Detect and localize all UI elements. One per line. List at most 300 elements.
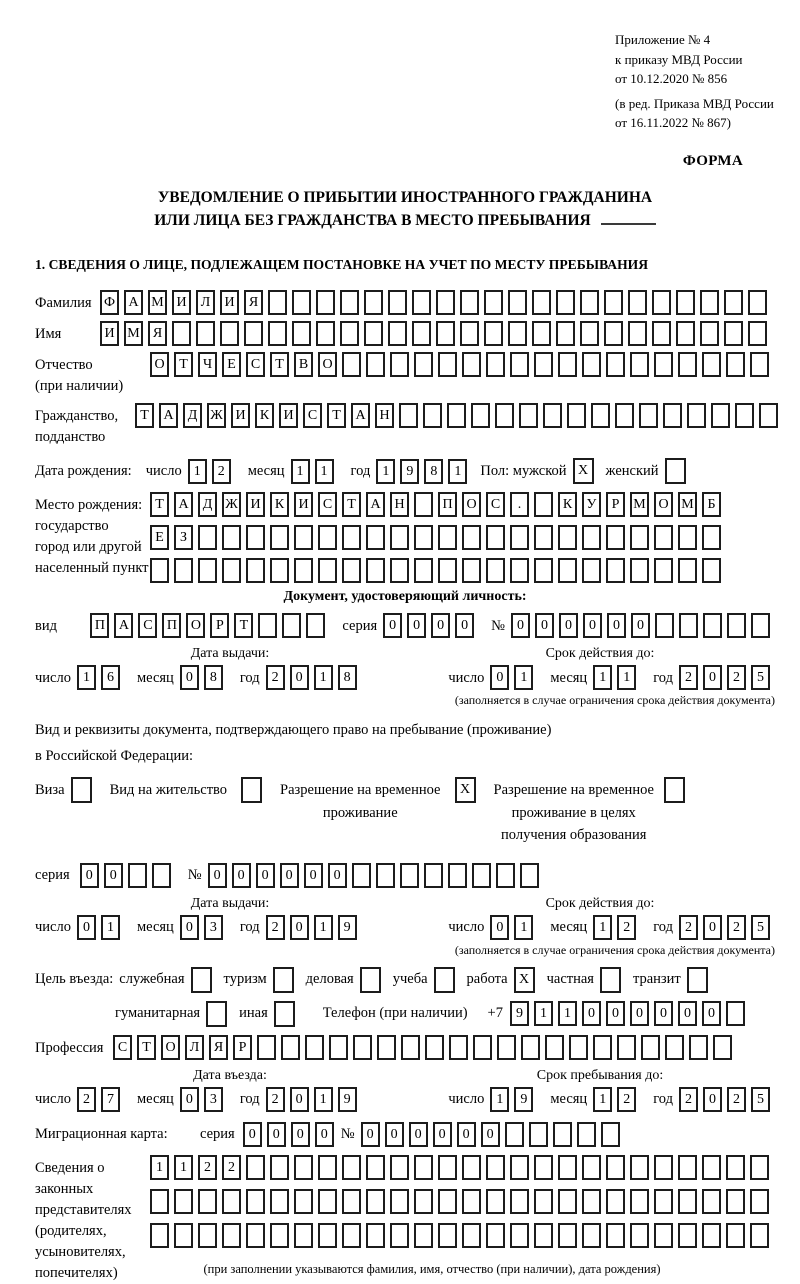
cell[interactable] <box>486 1223 505 1248</box>
cell[interactable]: У <box>582 492 601 517</box>
cell[interactable] <box>750 1223 769 1248</box>
cell[interactable] <box>316 321 335 346</box>
cell[interactable]: 0 <box>490 665 509 690</box>
cell[interactable]: С <box>303 403 322 428</box>
cell[interactable] <box>508 321 527 346</box>
cell[interactable]: 0 <box>535 613 554 638</box>
surname-cells[interactable] <box>100 290 772 315</box>
cell[interactable] <box>558 558 577 583</box>
cell[interactable] <box>399 403 418 428</box>
entry-year[interactable] <box>266 1087 362 1112</box>
cell[interactable]: 0 <box>703 665 722 690</box>
cell[interactable]: 0 <box>703 915 722 940</box>
doc-expiry-year[interactable] <box>679 665 775 690</box>
purpose-transit-checkbox[interactable] <box>687 967 708 993</box>
cell[interactable] <box>294 525 313 550</box>
cell[interactable] <box>423 403 442 428</box>
cell[interactable]: 0 <box>433 1122 452 1147</box>
cell[interactable] <box>678 1223 697 1248</box>
cell[interactable]: 0 <box>511 613 530 638</box>
cell[interactable]: 7 <box>101 1087 120 1112</box>
permit-number-cells[interactable] <box>208 863 544 888</box>
cell[interactable] <box>726 1223 745 1248</box>
cell[interactable] <box>703 613 722 638</box>
cell[interactable]: П <box>90 613 109 638</box>
cell[interactable]: 2 <box>727 665 746 690</box>
cell[interactable]: С <box>113 1035 132 1060</box>
cell[interactable]: Ж <box>207 403 226 428</box>
cell[interactable] <box>318 558 337 583</box>
cell[interactable]: Н <box>390 492 409 517</box>
cell[interactable]: 9 <box>510 1001 529 1026</box>
cell[interactable] <box>220 321 239 346</box>
cell[interactable]: О <box>318 352 337 377</box>
cell[interactable]: Р <box>606 492 625 517</box>
cell[interactable]: М <box>678 492 697 517</box>
birthplace-cells-3[interactable] <box>150 558 726 583</box>
cell[interactable]: С <box>318 492 337 517</box>
cell[interactable] <box>174 1223 193 1248</box>
cell[interactable] <box>412 321 431 346</box>
cell[interactable] <box>580 290 599 315</box>
visa-checkbox[interactable] <box>71 777 92 803</box>
cell[interactable]: М <box>148 290 167 315</box>
cell[interactable]: 0 <box>409 1122 428 1147</box>
profession-cells[interactable] <box>113 1035 737 1060</box>
cell[interactable]: 0 <box>208 863 227 888</box>
cell[interactable]: П <box>438 492 457 517</box>
cell[interactable] <box>414 1155 433 1180</box>
cell[interactable] <box>366 352 385 377</box>
cell[interactable]: 1 <box>558 1001 577 1026</box>
cell[interactable] <box>652 321 671 346</box>
cell[interactable] <box>342 352 361 377</box>
cell[interactable] <box>534 1223 553 1248</box>
cell[interactable] <box>390 1155 409 1180</box>
purpose-tourism-checkbox[interactable] <box>273 967 294 993</box>
cell[interactable]: П <box>162 613 181 638</box>
cell[interactable] <box>654 558 673 583</box>
cell[interactable]: 0 <box>559 613 578 638</box>
cell[interactable] <box>702 1155 721 1180</box>
cell[interactable]: Д <box>183 403 202 428</box>
cell[interactable] <box>724 321 743 346</box>
cell[interactable]: 5 <box>751 665 770 690</box>
cell[interactable] <box>726 1001 745 1026</box>
cell[interactable]: 1 <box>101 915 120 940</box>
cell[interactable]: 0 <box>180 665 199 690</box>
cell[interactable]: И <box>231 403 250 428</box>
cell[interactable]: С <box>246 352 265 377</box>
cell[interactable] <box>414 558 433 583</box>
cell[interactable] <box>174 558 193 583</box>
cell[interactable] <box>654 1155 673 1180</box>
cell[interactable]: О <box>161 1035 180 1060</box>
cell[interactable] <box>545 1035 564 1060</box>
cell[interactable]: 1 <box>534 1001 553 1026</box>
cell[interactable]: Д <box>198 492 217 517</box>
cell[interactable]: 9 <box>338 1087 357 1112</box>
temp-residence-checkbox[interactable] <box>455 777 476 803</box>
cell[interactable]: 2 <box>266 915 285 940</box>
birth-day-cells[interactable] <box>188 459 236 484</box>
cell[interactable] <box>759 403 778 428</box>
cell[interactable] <box>750 1155 769 1180</box>
cell[interactable] <box>377 1035 396 1060</box>
cell[interactable] <box>364 321 383 346</box>
permit-series-cells[interactable] <box>80 863 176 888</box>
cell[interactable] <box>71 777 92 803</box>
cell[interactable] <box>727 613 746 638</box>
cell[interactable]: А <box>351 403 370 428</box>
cell[interactable] <box>582 525 601 550</box>
cell[interactable]: А <box>124 290 143 315</box>
representatives-cells-1[interactable] <box>150 1155 774 1180</box>
cell[interactable]: Т <box>150 492 169 517</box>
cell[interactable] <box>556 321 575 346</box>
cell[interactable]: 1 <box>291 459 310 484</box>
cell[interactable] <box>462 1223 481 1248</box>
cell[interactable] <box>655 613 674 638</box>
cell[interactable]: И <box>220 290 239 315</box>
cell[interactable]: И <box>246 492 265 517</box>
cell[interactable] <box>316 290 335 315</box>
purpose-humanitarian-checkbox[interactable] <box>206 1001 227 1027</box>
cell[interactable]: 2 <box>679 915 698 940</box>
cell[interactable] <box>678 352 697 377</box>
cell[interactable]: 2 <box>77 1087 96 1112</box>
doc-expiry-day[interactable] <box>490 665 538 690</box>
cell[interactable]: . <box>510 492 529 517</box>
cell[interactable] <box>567 403 586 428</box>
cell[interactable] <box>366 525 385 550</box>
cell[interactable]: С <box>486 492 505 517</box>
cell[interactable] <box>342 1189 361 1214</box>
cell[interactable] <box>687 403 706 428</box>
cell[interactable]: О <box>462 492 481 517</box>
cell[interactable] <box>654 352 673 377</box>
cell[interactable] <box>241 777 262 803</box>
cell[interactable]: 9 <box>400 459 419 484</box>
doc-issue-day[interactable] <box>77 665 125 690</box>
cell[interactable] <box>532 290 551 315</box>
cell[interactable] <box>630 1223 649 1248</box>
cell[interactable] <box>366 1189 385 1214</box>
cell[interactable] <box>390 558 409 583</box>
cell[interactable] <box>438 352 457 377</box>
cell[interactable] <box>486 558 505 583</box>
cell[interactable] <box>390 1189 409 1214</box>
cell[interactable] <box>700 321 719 346</box>
cell[interactable] <box>495 403 514 428</box>
cell[interactable]: 1 <box>593 915 612 940</box>
cell[interactable]: 2 <box>617 1087 636 1112</box>
cell[interactable]: 1 <box>490 1087 509 1112</box>
cell[interactable]: 1 <box>376 459 395 484</box>
cell[interactable] <box>258 613 277 638</box>
cell[interactable] <box>462 558 481 583</box>
cell[interactable] <box>726 1155 745 1180</box>
cell[interactable]: И <box>172 290 191 315</box>
cell[interactable]: 0 <box>180 915 199 940</box>
cell[interactable] <box>268 290 287 315</box>
cell[interactable]: 0 <box>232 863 251 888</box>
cell[interactable]: М <box>124 321 143 346</box>
stay-until-day[interactable] <box>490 1087 538 1112</box>
migration-series-cells[interactable] <box>243 1122 339 1147</box>
cell[interactable] <box>292 321 311 346</box>
cell[interactable] <box>577 1122 596 1147</box>
cell[interactable]: 0 <box>180 1087 199 1112</box>
cell[interactable] <box>206 1001 227 1027</box>
male-checkbox[interactable] <box>573 458 594 484</box>
cell[interactable] <box>342 558 361 583</box>
cell[interactable] <box>462 1155 481 1180</box>
cell[interactable] <box>628 321 647 346</box>
cell[interactable] <box>198 1189 217 1214</box>
cell[interactable]: Н <box>375 403 394 428</box>
cell[interactable] <box>390 525 409 550</box>
cell[interactable] <box>606 558 625 583</box>
cell[interactable]: 0 <box>607 613 626 638</box>
cell[interactable] <box>438 558 457 583</box>
cell[interactable]: Я <box>148 321 167 346</box>
cell[interactable] <box>664 777 685 803</box>
cell[interactable]: 3 <box>204 1087 223 1112</box>
cell[interactable]: Т <box>270 352 289 377</box>
cell[interactable] <box>460 290 479 315</box>
cell[interactable] <box>484 321 503 346</box>
cell[interactable] <box>750 352 769 377</box>
cell[interactable] <box>606 525 625 550</box>
cell[interactable]: 0 <box>290 915 309 940</box>
cell[interactable] <box>306 613 325 638</box>
cell[interactable] <box>510 352 529 377</box>
cell[interactable] <box>652 290 671 315</box>
cell[interactable] <box>150 558 169 583</box>
cell[interactable] <box>679 613 698 638</box>
cell[interactable] <box>486 525 505 550</box>
cell[interactable] <box>508 290 527 315</box>
cell[interactable] <box>472 863 491 888</box>
cell[interactable] <box>606 1223 625 1248</box>
cell[interactable] <box>425 1035 444 1060</box>
cell[interactable] <box>678 558 697 583</box>
cell[interactable] <box>198 1223 217 1248</box>
cell[interactable]: 2 <box>222 1155 241 1180</box>
cell[interactable] <box>412 290 431 315</box>
purpose-work-checkbox[interactable] <box>514 967 535 993</box>
cell[interactable] <box>342 1155 361 1180</box>
cell[interactable] <box>434 967 455 993</box>
cell[interactable] <box>438 1189 457 1214</box>
cell[interactable]: 0 <box>315 1122 334 1147</box>
cell[interactable] <box>340 290 359 315</box>
cell[interactable] <box>529 1122 548 1147</box>
cell[interactable]: 0 <box>280 863 299 888</box>
cell[interactable] <box>268 321 287 346</box>
cell[interactable] <box>448 863 467 888</box>
cell[interactable] <box>294 1155 313 1180</box>
doc-number-cells[interactable] <box>511 613 775 638</box>
cell[interactable] <box>496 863 515 888</box>
cell[interactable] <box>366 1155 385 1180</box>
cell[interactable] <box>654 525 673 550</box>
cell[interactable]: 1 <box>77 665 96 690</box>
permit-issue-month[interactable] <box>180 915 228 940</box>
cell[interactable]: 2 <box>727 915 746 940</box>
migration-number-cells[interactable] <box>361 1122 625 1147</box>
cell[interactable] <box>414 492 433 517</box>
cell[interactable] <box>678 1189 697 1214</box>
cell[interactable]: 9 <box>338 915 357 940</box>
cell[interactable] <box>558 352 577 377</box>
cell[interactable] <box>726 352 745 377</box>
cell[interactable] <box>676 290 695 315</box>
cell[interactable]: 0 <box>702 1001 721 1026</box>
cell[interactable]: 2 <box>679 1087 698 1112</box>
stay-until-year[interactable] <box>679 1087 775 1112</box>
cell[interactable]: З <box>174 525 193 550</box>
cell[interactable] <box>678 525 697 550</box>
cell[interactable]: 8 <box>338 665 357 690</box>
cell[interactable]: 8 <box>424 459 443 484</box>
cell[interactable]: И <box>100 321 119 346</box>
cell[interactable]: 0 <box>104 863 123 888</box>
cell[interactable]: Т <box>174 352 193 377</box>
cell[interactable] <box>246 1189 265 1214</box>
cell[interactable] <box>558 1189 577 1214</box>
cell[interactable] <box>366 1223 385 1248</box>
cell[interactable] <box>462 1189 481 1214</box>
cell[interactable] <box>601 1122 620 1147</box>
cell[interactable] <box>676 321 695 346</box>
cell[interactable] <box>711 403 730 428</box>
cell[interactable]: 0 <box>606 1001 625 1026</box>
cell[interactable]: 0 <box>455 613 474 638</box>
cell[interactable] <box>438 1223 457 1248</box>
cell[interactable] <box>305 1035 324 1060</box>
cell[interactable] <box>748 321 767 346</box>
cell[interactable]: А <box>159 403 178 428</box>
cell[interactable] <box>606 1155 625 1180</box>
cell[interactable]: X <box>573 458 594 484</box>
cell[interactable]: 2 <box>727 1087 746 1112</box>
firstname-cells[interactable] <box>100 321 772 346</box>
cell[interactable]: 1 <box>174 1155 193 1180</box>
cell[interactable] <box>294 1189 313 1214</box>
cell[interactable]: 1 <box>617 665 636 690</box>
cell[interactable]: 0 <box>431 613 450 638</box>
cell[interactable]: Ч <box>198 352 217 377</box>
cell[interactable] <box>222 558 241 583</box>
cell[interactable] <box>473 1035 492 1060</box>
temp-residence-edu-checkbox[interactable] <box>664 777 685 803</box>
doc-series-cells[interactable] <box>383 613 479 638</box>
cell[interactable] <box>604 321 623 346</box>
purpose-official-checkbox[interactable] <box>191 967 212 993</box>
cell[interactable] <box>558 1223 577 1248</box>
cell[interactable] <box>750 1189 769 1214</box>
cell[interactable] <box>600 967 621 993</box>
cell[interactable]: Р <box>210 613 229 638</box>
cell[interactable] <box>198 558 217 583</box>
residence-permit-checkbox[interactable] <box>241 777 262 803</box>
cell[interactable] <box>150 1189 169 1214</box>
cell[interactable] <box>274 1001 295 1027</box>
cell[interactable]: И <box>294 492 313 517</box>
purpose-other-checkbox[interactable] <box>274 1001 295 1027</box>
cell[interactable]: 0 <box>291 1122 310 1147</box>
cell[interactable] <box>534 352 553 377</box>
cell[interactable] <box>196 321 215 346</box>
cell[interactable] <box>654 1223 673 1248</box>
cell[interactable]: 0 <box>267 1122 286 1147</box>
cell[interactable] <box>569 1035 588 1060</box>
citizenship-cells[interactable] <box>135 403 783 428</box>
cell[interactable]: 9 <box>514 1087 533 1112</box>
cell[interactable]: 0 <box>490 915 509 940</box>
cell[interactable] <box>534 525 553 550</box>
cell[interactable] <box>735 403 754 428</box>
cell[interactable] <box>246 525 265 550</box>
cell[interactable]: 0 <box>385 1122 404 1147</box>
birth-month-cells[interactable] <box>291 459 339 484</box>
cell[interactable]: 0 <box>583 613 602 638</box>
cell[interactable]: 2 <box>212 459 231 484</box>
cell[interactable] <box>318 1223 337 1248</box>
cell[interactable] <box>244 321 263 346</box>
cell[interactable] <box>663 403 682 428</box>
cell[interactable] <box>462 525 481 550</box>
cell[interactable] <box>342 525 361 550</box>
permit-expiry-year[interactable] <box>679 915 775 940</box>
cell[interactable] <box>152 863 171 888</box>
cell[interactable] <box>582 352 601 377</box>
cell[interactable] <box>246 558 265 583</box>
cell[interactable]: 0 <box>582 1001 601 1026</box>
cell[interactable] <box>460 321 479 346</box>
cell[interactable] <box>678 1155 697 1180</box>
cell[interactable] <box>617 1035 636 1060</box>
cell[interactable] <box>484 290 503 315</box>
cell[interactable]: 2 <box>679 665 698 690</box>
cell[interactable]: 0 <box>361 1122 380 1147</box>
cell[interactable]: 0 <box>703 1087 722 1112</box>
entry-month[interactable] <box>180 1087 228 1112</box>
patronymic-cells[interactable] <box>150 352 774 377</box>
cell[interactable]: Ж <box>222 492 241 517</box>
cell[interactable]: М <box>630 492 649 517</box>
cell[interactable] <box>630 1189 649 1214</box>
cell[interactable] <box>447 403 466 428</box>
cell[interactable] <box>534 1189 553 1214</box>
cell[interactable]: А <box>366 492 385 517</box>
cell[interactable] <box>376 863 395 888</box>
cell[interactable]: 1 <box>314 915 333 940</box>
cell[interactable]: Р <box>233 1035 252 1060</box>
cell[interactable] <box>388 321 407 346</box>
cell[interactable]: 1 <box>314 665 333 690</box>
cell[interactable]: 5 <box>751 915 770 940</box>
cell[interactable]: 0 <box>654 1001 673 1026</box>
cell[interactable]: 0 <box>77 915 96 940</box>
cell[interactable] <box>654 1189 673 1214</box>
cell[interactable] <box>641 1035 660 1060</box>
cell[interactable] <box>366 558 385 583</box>
cell[interactable]: 1 <box>315 459 334 484</box>
cell[interactable] <box>615 403 634 428</box>
